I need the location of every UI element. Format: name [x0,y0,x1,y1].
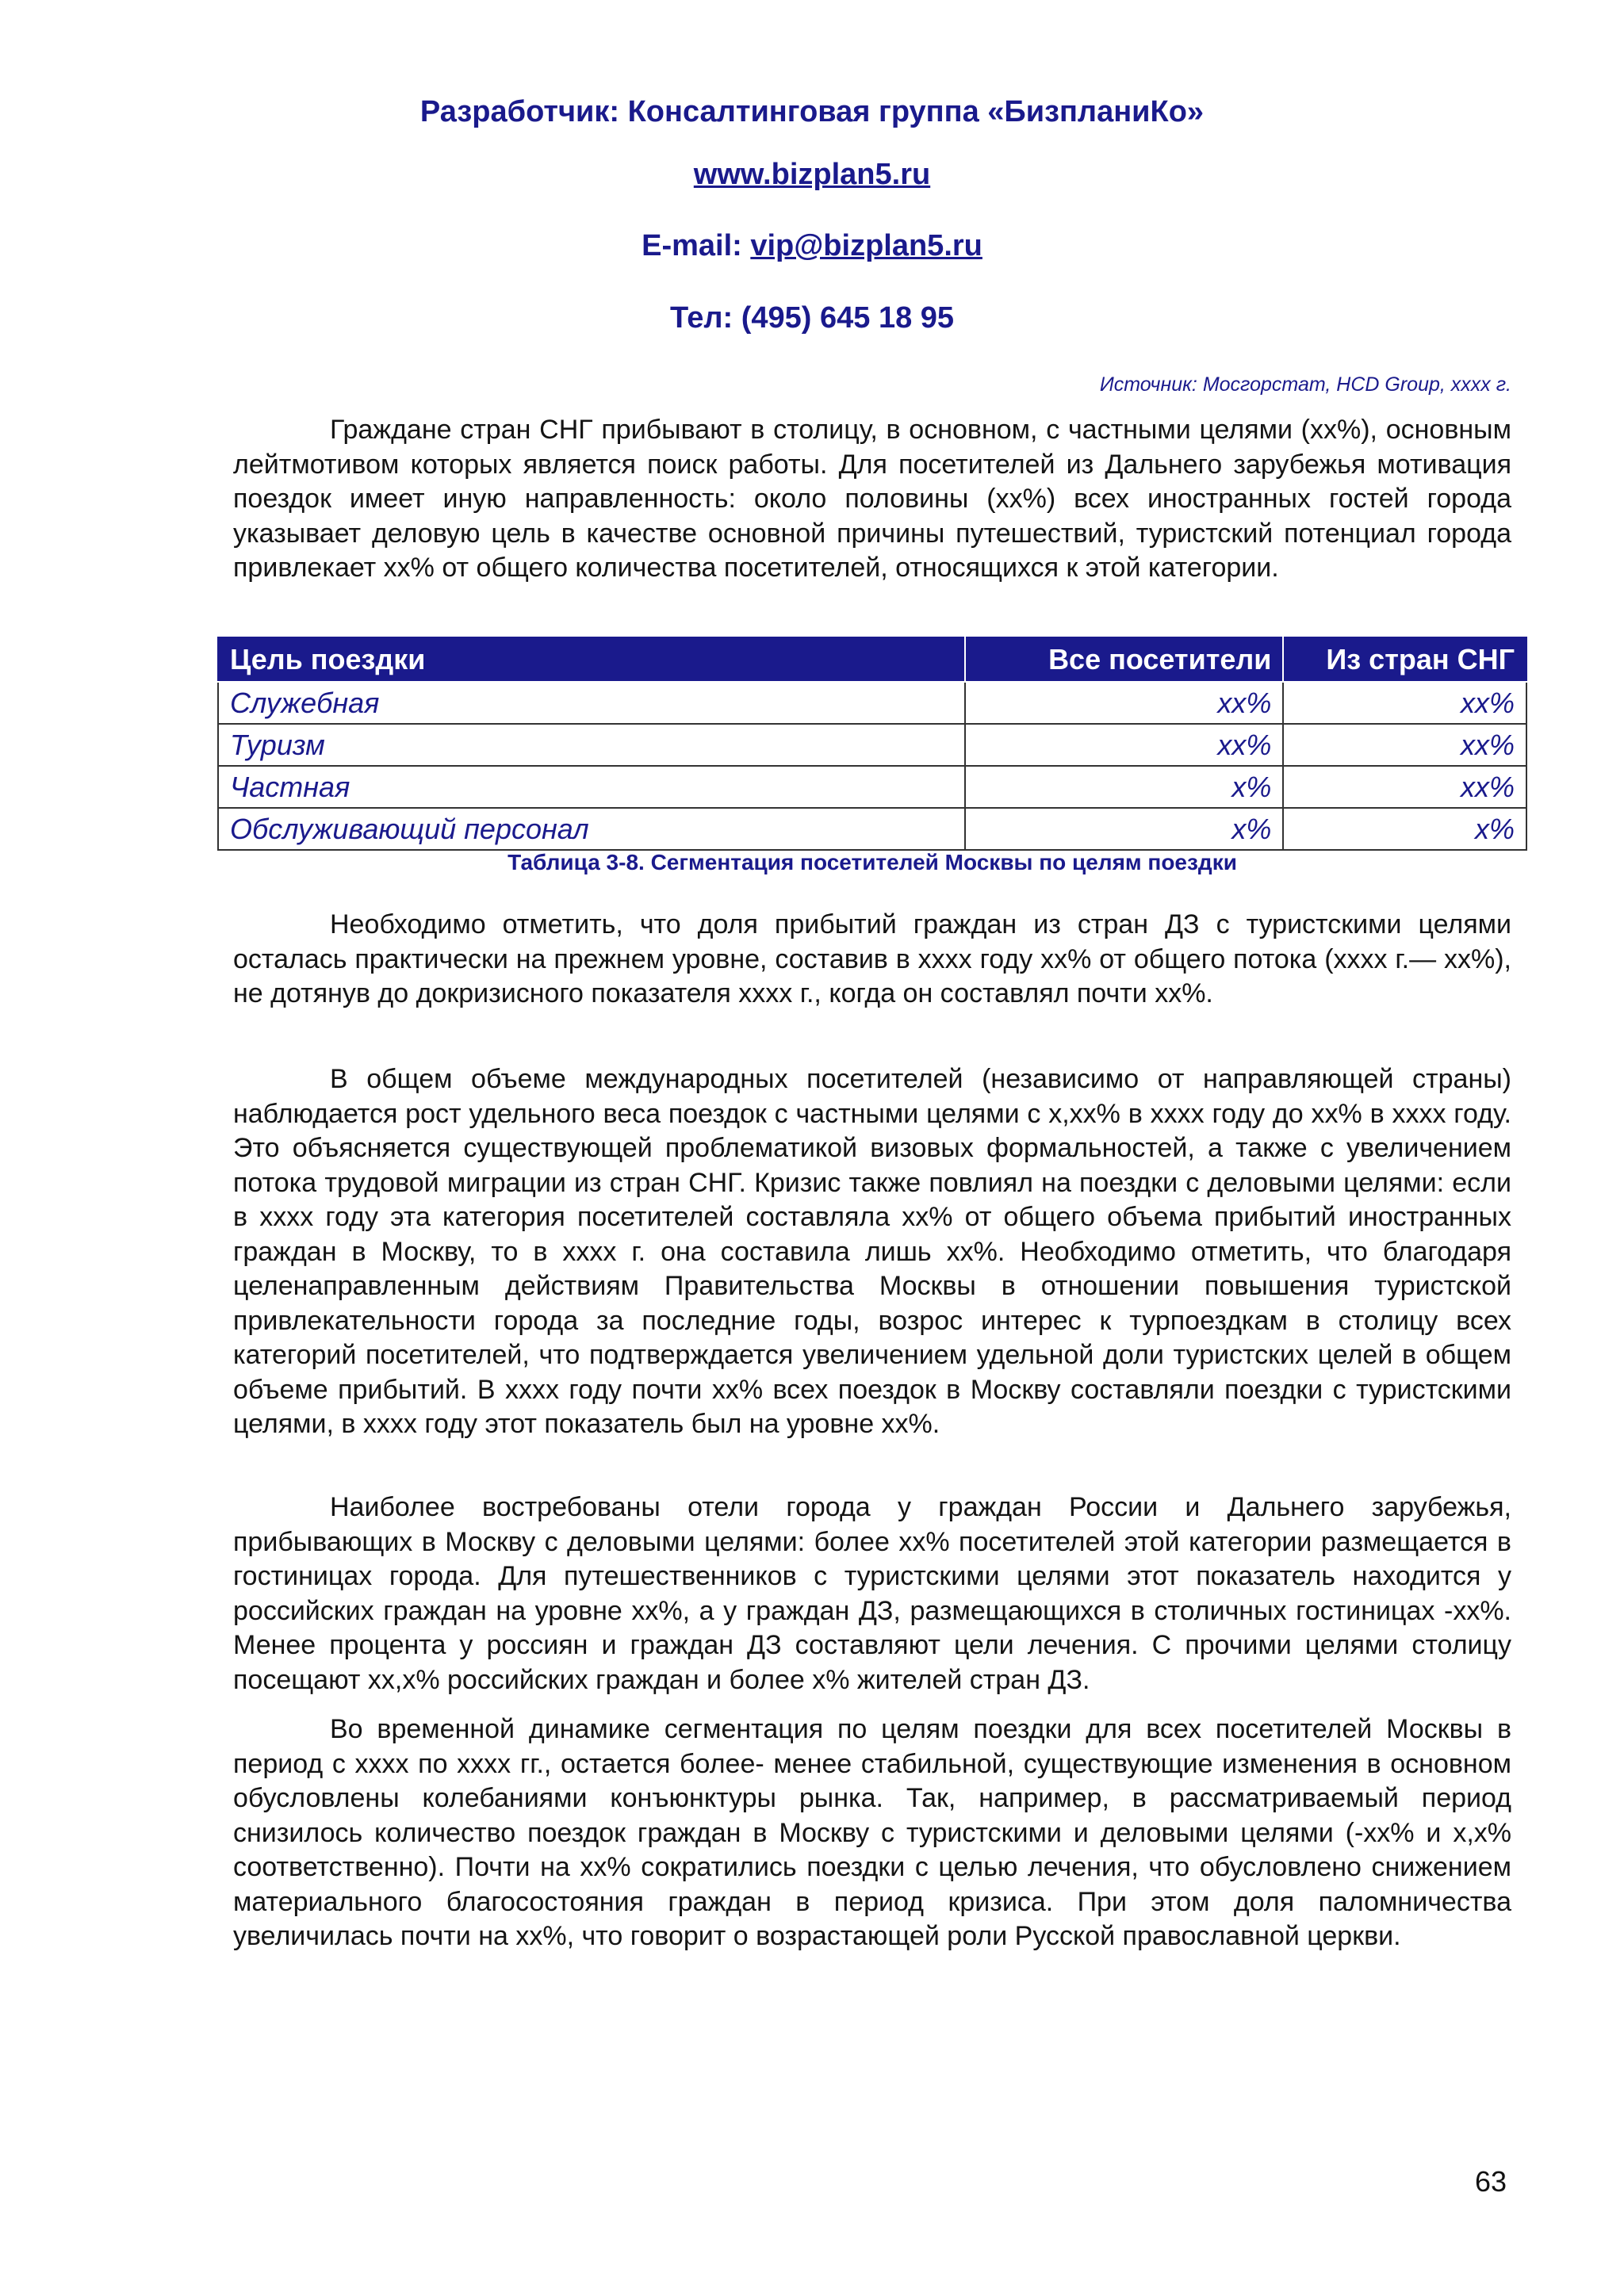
paragraph-4: Наиболее востребованы отели города у граждан России и Дальнего зарубежья, прибывающих в Москву с деловыми целями: более хх% посетителей этой категории размещается в гостиницах города. Для путешественников с туристскими целями этот показатель находится у российских граждан на уровне хх%, а у граждан ДЗ, размещающихся в столичных гостиницах -хх%. Менее процента у россиян и граждан ДЗ составляют цели лечения. С прочими целями столицу посещают хх,х% российских граждан и более х% жителей стран ДЗ. [233,1492,1511,1695]
row-label: Частная [218,766,965,808]
cell-all-visitors: х% [965,766,1284,808]
table-header-row [218,637,1526,682]
cell-all-visitors: хх% [965,682,1284,724]
paragraph-5: Во временной динамике сегментация по целям поездки для всех посетителей Москвы в период с хххх по хххх гг., остается более- менее стабильной, существующие изменения в основном обусловлены колебаниями конъюнктуры рынка. Так, например, в рассматриваемый период снизилось количество поездок граждан в Москву с туристскими и деловыми целями (-хх% и х,х% соответственно). Почти на хх% сократились поездки с целью лечения, что обусловлено снижением материального благосостояния граждан в период кризиса. При этом доля паломничества увеличилась почти на хх%, что говорит о возрастающей роли Русской православной церкви. [233,1714,1511,1951]
col-header-all-visitors: Все посетители [965,637,1284,682]
row-label: Туризм [218,724,965,766]
table-caption: Таблица 3-8. Сегментация посетителей Москвы по целям поездки [508,850,1237,874]
col-header-cis: Из стран СНГ [1283,637,1526,682]
email-label: E-mail: [642,229,751,262]
segmentation-table [217,637,1527,851]
email-link[interactable]: vip@bizplan5.ru [750,229,982,262]
cell-cis: хх% [1283,682,1526,724]
cell-cis: хх% [1283,766,1526,808]
phone-line: Тел: (495) 645 18 95 [669,301,955,335]
table-row [218,766,1526,808]
paragraph-3: В общем объеме международных посетителей (независимо от направляющей страны) наблюдается рост удельного веса поездок с частными целями с х,хх% в хххх году до хх% в хххх году. Это объясняется существующей проблематикой визовых формальностей, а также с увеличением потока трудовой миграции из стран СНГ. Кризис также повлиял на поездки с деловыми целями: если в хххх году эта категория посетителей составляла хх% от общего объема прибытий иностранных граждан в Москву, то в хххх г. она составила лишь хх%. Необходимо отметить, что благодаря целенаправленным действиям Правительства Москвы в отношении повышения туристской привлекательности города за последние годы, возрос интерес к турпоездкам в столицу всех категорий посетителей, что подтверждается увеличением удельной доли туристских целей в общем объеме прибытий. В хххх году почти хх% всех поездок в Москву составляли поездки с туристскими целями, в хххх году этот показатель был на уровне хх%. [233,1064,1511,1439]
paragraph-1: Граждане стран СНГ прибывают в столицу, в основном, с частными целями (хх%), основным лейтмотивом которых является поиск работы. Для посетителей из Дальнего зарубежья мотивация поездок имеет иную направленность: около половины (хх%) всех иностранных гостей города указывает деловую цель в качестве основной причины путешествий, туристский потенциал города привлекает хх% от общего количества посетителей, относящихся к этой категории. [233,415,1511,583]
row-label: Служебная [218,682,965,724]
row-label: Обслуживающий персонал [218,808,965,850]
table-row [218,724,1526,766]
cell-all-visitors: х% [965,808,1284,850]
paragraph-2: Необходимо отметить, что доля прибытий граждан из стран ДЗ с туристскими целями осталась практически на прежнем уровне, составив в хххх году хх% от общего потока (хххх г.— хх%), не дотянув до докризисного показателя хххх г., когда он составлял почти хх%. [233,909,1511,1008]
website-link[interactable]: www.bizplan5.ru [693,158,931,191]
col-header-purpose: Цель поездки [218,637,965,682]
email-line [0,228,1624,264]
cell-cis: х% [1283,808,1526,850]
website-line [0,156,1624,193]
cell-all-visitors: хх% [965,724,1284,766]
page-number: 63 [1474,2165,1507,2198]
table-row [218,682,1526,724]
table-row [218,808,1526,850]
developer-line: Разработчик: Консалтинговая группа «БизпланиКо» [419,95,1205,128]
cell-cis: хх% [1283,724,1526,766]
source-note: Источник: Мосгорстат, HCD Group, хххх г. [1099,373,1511,396]
